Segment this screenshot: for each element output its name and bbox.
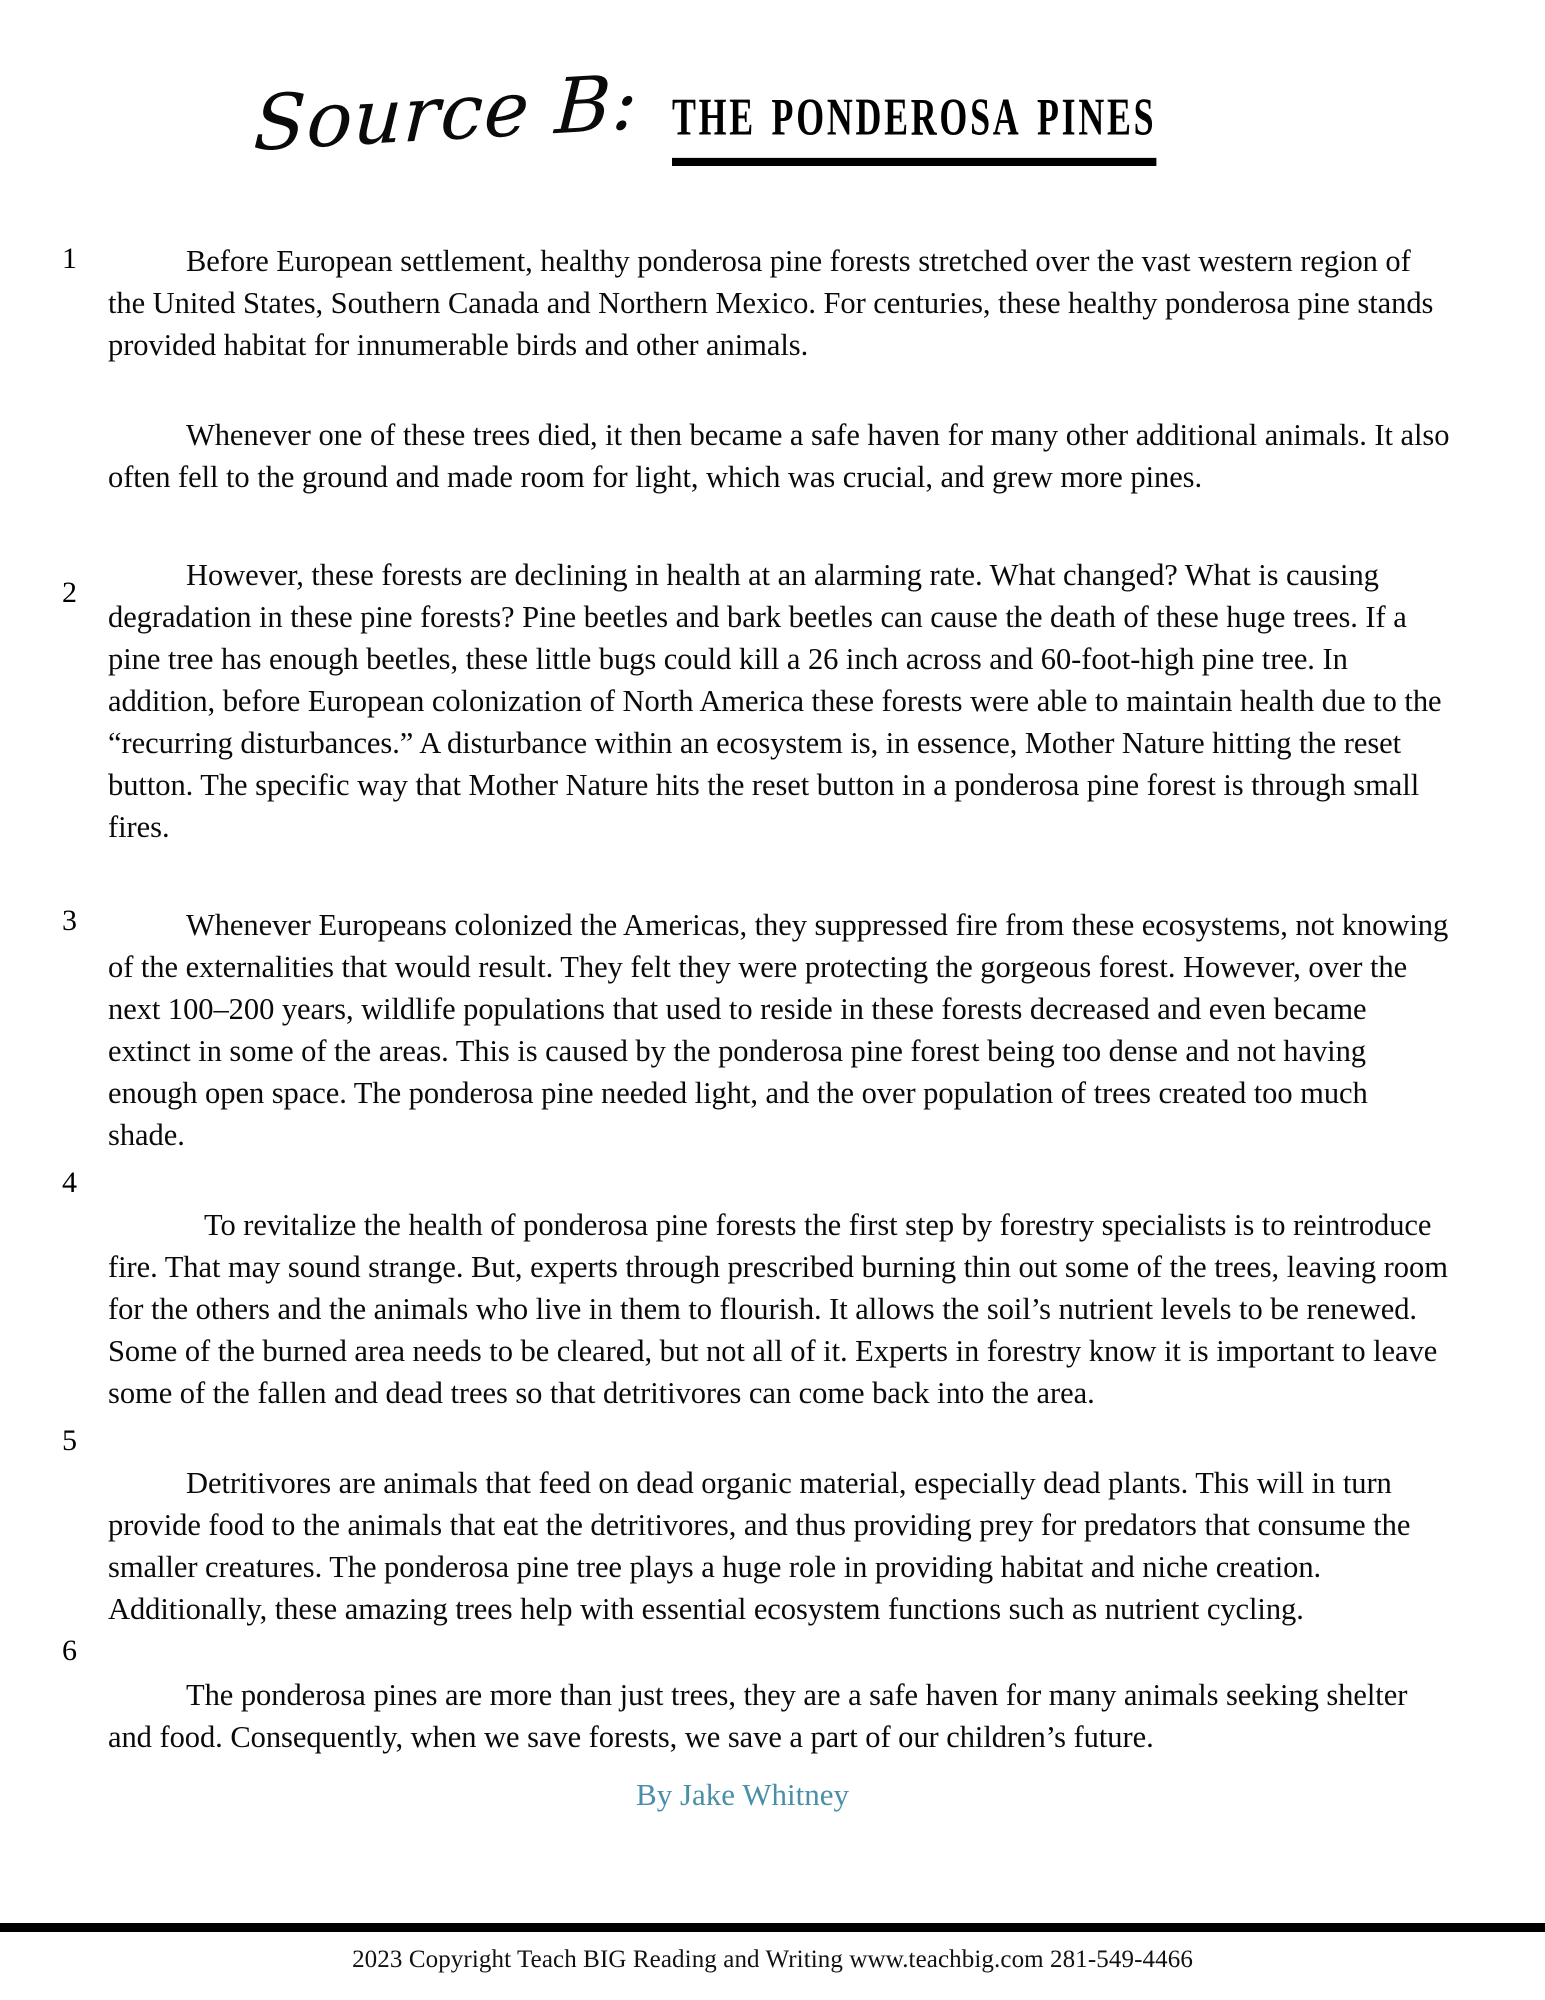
author-byline: By Jake Whitney [636,1777,849,1812]
paragraph-number-2: 2 [62,576,77,609]
paragraph-text-1b: Whenever one of these trees died, it then became a safe haven for many other additional animals. It also often fell to the ground and made room for light, which was crucial, and grew more pines. [108,418,1450,494]
paragraph-text-2: However, these forests are declining in health at an alarming rate. What changed? What is causing degradation in these pine forests? Pine beetles and bark beetles can cause the death of these huge trees. If a pine tree has enough beetles, these little bugs could kill a 26 inch across and 60-foot-high pine tree. In addition, before European colonization of North America these forests were able to maintain health due to the “recurring disturbances.” A disturbance within an ecosystem is, in essence, Mother Nature hitting the reset button. The specific way that Mother Nature hits the reset button in a ponderosa pine forest is through small fires. [108,558,1442,844]
paragraph-block-5 [0,1424,1545,1630]
paragraph-number-6: 6 [62,1634,77,1667]
paragraph-text-3: Whenever Europeans colonized the Americas, they suppressed fire from these ecosystems, not knowing of the externalities that would result. They felt they were protecting the gorgeous forest. However, over the next 100–200 years, wildlife populations that used to reside in these forests decreased and even became extinct in some of the areas. This is caused by the ponderosa pine forest being too dense and not having enough open space. The ponderosa pine needed light, and the over population of trees created too much shade. [108,908,1449,1152]
paragraph-block-4 [0,1166,1545,1414]
paragraph-number-4: 4 [62,1166,77,1199]
paragraph-block-2 [0,554,1545,848]
paragraph-text-4: To revitalize the health of ponderosa pine forests the first step by forestry specialists is to reintroduce fire. That may sound strange. But, experts through prescribed burning thin out some of the trees, leaving room for the others and the animals who live in them to flourish. It allows the soil’s nutrient levels to be renewed. Some of the burned area needs to be cleared, but not all of it. Experts in forestry know it is important to leave some of the fallen and dead trees so that detritivores can come back into the area. [108,1208,1448,1410]
paragraph-block-1 [0,240,1545,498]
paragraph-block-3 [0,904,1545,1156]
paragraph-text-1a: Before European settlement, healthy ponderosa pine forests stretched over the vast western region of the United States, Southern Canada and Northern Mexico. For centuries, these healthy ponderosa pine stands provided habitat for innumerable birds and other animals. [108,244,1434,362]
article-body [0,240,1545,1813]
paragraph-number-3: 3 [62,904,77,937]
paragraph-text-6: The ponderosa pines are more than just trees, they are a safe haven for many animals seeking shelter and food. Consequently, when we save forests, we save a part of our children’s future. [108,1678,1408,1754]
page-title [0,48,1545,168]
paragraph-block-6 [0,1636,1545,1758]
article-title: the ponderosa pines [672,72,1156,166]
paragraph-number-5: 5 [62,1424,77,1457]
paragraph-number-1: 1 [62,242,77,275]
paragraph-text-5: Detritivores are animals that feed on dead organic material, especially dead plants. This will in turn provide food to the animals that eat the detritivores, and thus providing prey for predators that consume the smaller creatures. The ponderosa pine tree plays a huge role in providing habitat and niche creation. Additionally, these amazing trees help with essential ecosystem functions such as nutrient cycling. [108,1466,1411,1626]
source-label: Source B: [252,57,642,169]
footer-divider [0,1923,1545,1932]
footer-copyright: 2023 Copyright Teach BIG Reading and Writing www.teachbig.com 281-549-4466 [352,1946,1193,1973]
